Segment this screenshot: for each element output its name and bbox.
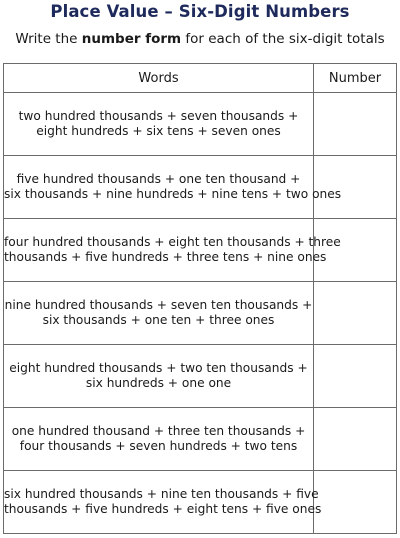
words-cell xyxy=(4,282,314,345)
number-answer-cell[interactable] xyxy=(314,408,397,471)
words-cell xyxy=(4,345,314,408)
table-row xyxy=(4,93,397,156)
number-answer-cell[interactable] xyxy=(314,93,397,156)
table-row xyxy=(4,219,397,282)
table-row xyxy=(4,345,397,408)
words-line: thousands + five hundreds + eight tens + five ones xyxy=(4,502,322,516)
instruction-text xyxy=(0,31,400,47)
words-line: eight hundred thousands + two ten thousands + xyxy=(9,361,308,375)
table-row xyxy=(4,408,397,471)
words-line: six hundreds + one one xyxy=(85,376,232,390)
words-line: eight hundreds + six tens + seven ones xyxy=(36,124,281,138)
number-column-header: Number xyxy=(314,64,397,93)
words-line: six thousands + nine hundreds + nine tens + two ones xyxy=(4,187,342,201)
number-answer-cell[interactable] xyxy=(314,282,397,345)
header-row xyxy=(4,64,397,93)
worksheet-table xyxy=(3,63,397,534)
page-title: Place Value – Six-Digit Numbers xyxy=(50,2,350,21)
words-line: five hundred thousands + one ten thousand + xyxy=(16,172,301,186)
words-cell xyxy=(4,156,342,219)
table-row xyxy=(4,156,397,219)
words-line: six thousands + one ten + three ones xyxy=(42,313,275,327)
words-line: four thousands + seven hundreds + two tens xyxy=(19,439,298,453)
words-cell xyxy=(4,408,314,471)
words-line: two hundred thousands + seven thousands + xyxy=(18,109,299,123)
table-row xyxy=(4,282,397,345)
words-cell xyxy=(4,471,322,534)
words-line: thousands + five hundreds + three tens + nine ones xyxy=(4,250,327,264)
words-cell xyxy=(4,93,314,156)
words-line: nine hundred thousands + seven ten thousands + xyxy=(4,298,313,312)
words-cell xyxy=(4,219,341,282)
words-line: one hundred thousand + three ten thousands + xyxy=(11,424,306,438)
words-column-header: Words xyxy=(4,64,314,93)
table-row xyxy=(4,471,397,534)
words-line: six hundred thousands + nine ten thousands + five xyxy=(4,487,319,501)
instruction-before: Write the xyxy=(15,31,82,47)
number-answer-cell[interactable] xyxy=(314,345,397,408)
number-answer-cell[interactable] xyxy=(314,471,397,534)
instruction-after: for each of the six-digit totals xyxy=(181,31,385,47)
instruction-emphasis: number form xyxy=(81,31,182,47)
words-line: four hundred thousands + eight ten thousands + three xyxy=(4,235,341,249)
